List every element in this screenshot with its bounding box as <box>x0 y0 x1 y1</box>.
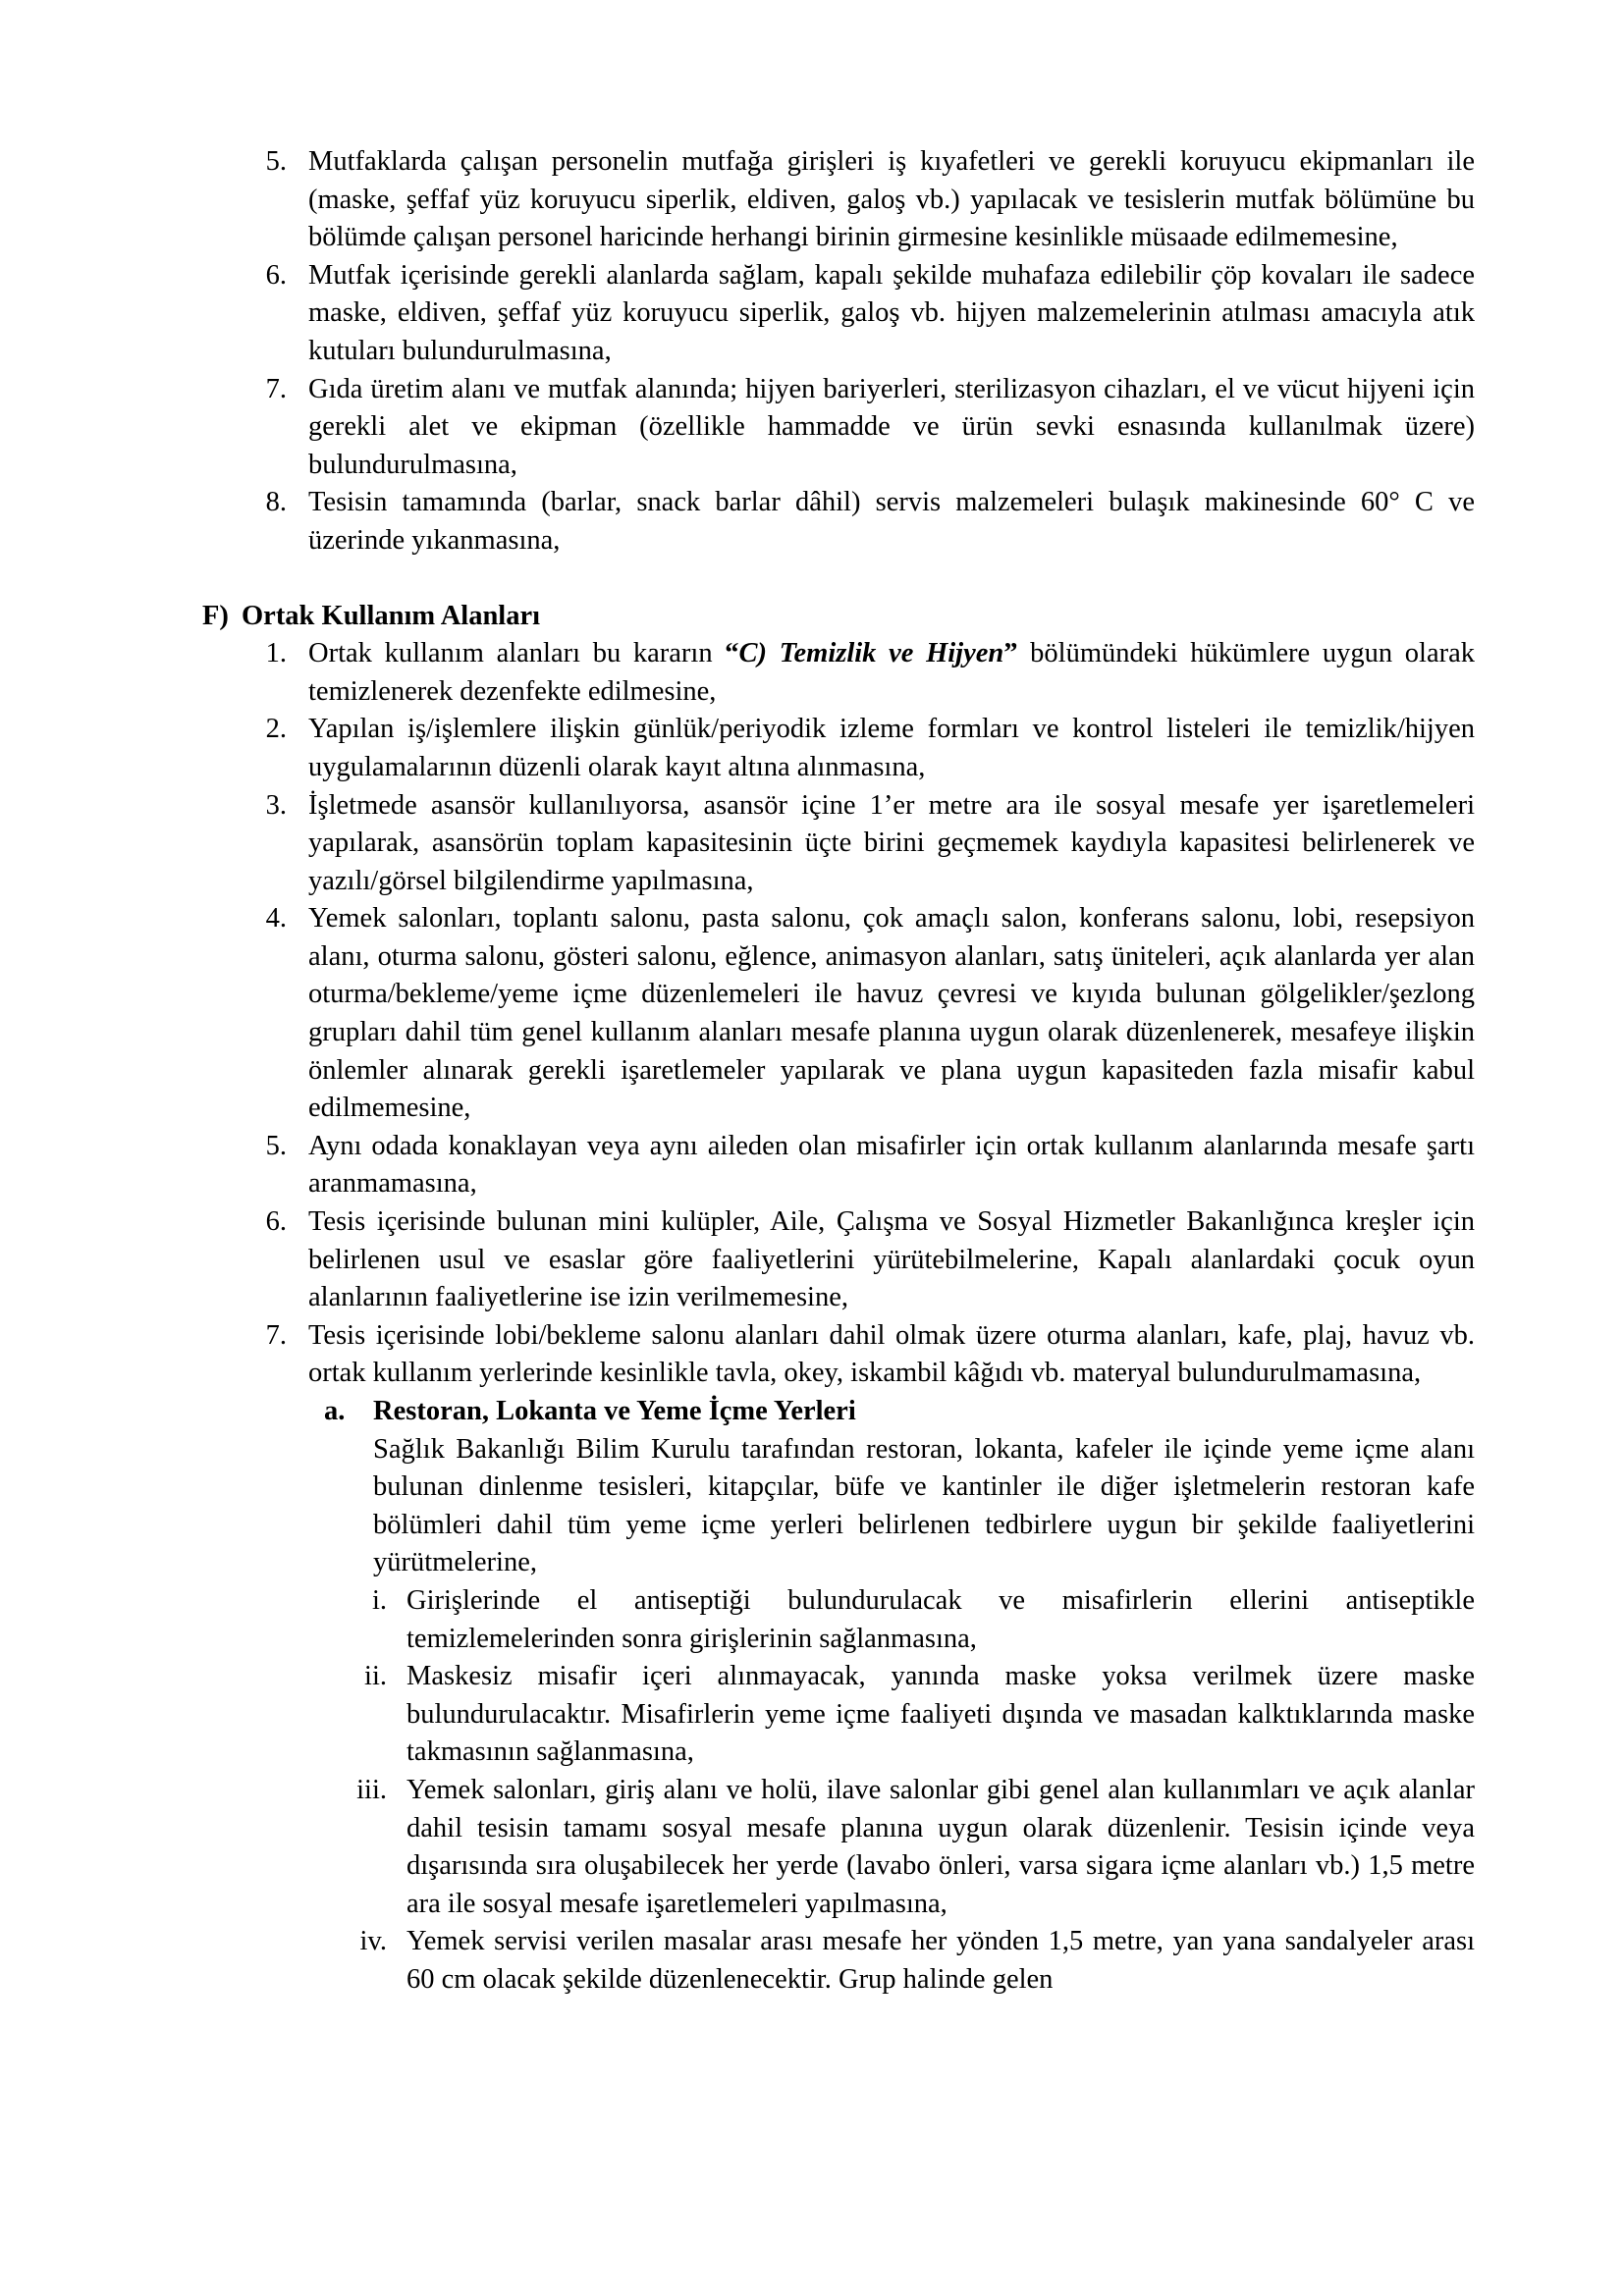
list-item-text: Aynı odada konaklayan veya aynı aileden olan misafirler için ortak kullanım alanlarında mesafe şartı aranmamasına, <box>308 1130 1475 1200</box>
list-item-number: 8. <box>265 487 287 518</box>
list-item <box>265 635 1475 711</box>
list-item-text-before: Ortak kullanım alanları bu kararın <box>308 638 726 669</box>
list-item-number: 7. <box>265 1319 287 1351</box>
roman-list-text: Girişlerinde el antiseptiği bulundurulacak ve misafirlerin ellerini antiseptikle temizlemelerinden sonra girişlerinin sağlanmasına, <box>406 1584 1475 1654</box>
roman-list-item <box>364 1658 1475 1772</box>
list-item <box>265 371 1475 485</box>
list-item-text: Tesis içerisinde lobi/bekleme salonu alanları dahil olmak üzere oturma alanları, kafe, plaj, havuz vb. ortak kullanım yerlerinde kesinlikle tavla, okey, iskambil kâğıdı vb. materyal bulundurulmamasına, <box>308 1319 1475 1389</box>
list-item <box>265 787 1475 901</box>
list-item-text: Yapılan iş/işlemlere ilişkin günlük/periyodik izleme formları ve kontrol listeleri ile temizlik/hijyen uygulamalarının düzenli olarak kayıt altına alınmasına, <box>308 714 1475 782</box>
roman-list-text: Yemek servisi verilen masalar arası mesafe her yönden 1,5 metre, yan yana sandalyeler arası 60 cm olacak şekilde düzenlenecektir. Grup halinde gelen <box>406 1926 1475 1995</box>
list-item <box>265 143 1475 257</box>
list-item-text: Tesis içerisinde bulunan mini kulüpler, Aile, Çalışma ve Sosyal Hizmetler Bakanlığınca kreşler için belirlenen usul ve esaslar göre faaliyetlerini yürütebilmelerine, Kapalı alanlardaki çocuk oyun alanlarının faaliyetlerine ise izin verilmemesine, <box>308 1206 1475 1313</box>
list-item-text: Yemek salonları, toplantı salonu, pasta salonu, çok amaçlı salon, konferans salonu, lobi, resepsiyon alanı, oturma salonu, gösteri salonu, eğlence, animasyon alanları, satış üniteleri, açık alanlarda yer alan oturma/bekleme/yeme içme düzenlemeleri ile havuz çevresi ve kıyıda bulunan gölgelikler/şezlong grupları dahil tüm genel kullanım alanları mesafe planına uygun olarak düzenlenerek, mesafeye ilişkin önlemler alınarak gerekli işaretlemeler yapılarak ve plana uygun kapasiteden fazla misafir kabul edilmemesine, <box>308 903 1475 1124</box>
list-item-number: 6. <box>265 1206 287 1238</box>
subsection-title: Restoran, Lokanta ve Yeme İçme Yerleri <box>373 1396 856 1426</box>
list-item <box>265 900 1475 1128</box>
roman-list-item <box>359 1923 1475 1999</box>
list-item <box>265 484 1475 560</box>
list-item-number: 5. <box>265 1130 287 1161</box>
quote-open: “ <box>725 638 739 669</box>
list-item-text: Mutfak içerisinde gerekli alanlarda sağlam, kapalı şekilde muhafaza edilebilir çöp kovaları ile sadece maske, eldiven, şeffaf yüz koruyucu siperlik, galoş vb. hijyen malzemelerinin atılması amacıyla atık kutuları bulundurulmasına, <box>308 259 1475 366</box>
list-item-text: Tesisin tamamında (barlar, snack barlar dâhil) servis malzemeleri bulaşık makinesinde 60° C ve üzerinde yıkanmasına, <box>308 487 1475 556</box>
list-item-text: İşletmede asansör kullanılıyorsa, asansör içine 1’er metre ara ile sosyal mesafe yer işaretlemeleri yapılarak, asansörün toplam kapasitesinin üçte birini geçmemek kaydıyla kapasitesi belirlenerek ve yazılı/görsel bilgilendirme yapılmasına, <box>308 789 1475 896</box>
subsection-intro: Sağlık Bakanlığı Bilim Kurulu tarafından restoran, lokanta, kafeler ile içinde yeme içme alanı bulunan dinlenme tesisleri, kitapçılar, büfe ve kantinler ile diğer işletmelerin restoran kafe bölümleri dahil tüm yeme içme yerleri belirlenen tedbirlere uygun bir şekilde faaliyetlerini yürütmelerine, <box>373 1433 1475 1578</box>
list-item-text-after: bölümündeki hükümlere uygun olarak temizlenerek dezenfekte edilmesine, <box>308 638 1475 707</box>
section-heading <box>202 598 1624 636</box>
list-item <box>265 1128 1475 1203</box>
roman-list-text: Yemek salonları, giriş alanı ve holü, ilave salonlar gibi genel alan kullanımları ve açık alanlar dahil tesisin tamamı sosyal mesafe planına uygun olarak düzenlenir. Tesisin içinde veya dışarısında sıra oluşabilecek her yerde (lavabo önleri, varsa sigara içme alanları vb.) 1,5 metre ara ile sosyal mesafe işaretlemeleri yapılmasına, <box>406 1774 1475 1919</box>
quote-italic: C) Temizlik ve Hijyen <box>738 638 1004 669</box>
list-item-number: 7. <box>265 373 287 404</box>
document-page <box>0 143 1624 2000</box>
list-item-number: 2. <box>265 714 287 745</box>
list-item-number: 4. <box>265 903 287 934</box>
subsection-heading <box>324 1393 1624 1431</box>
list-item-text: Gıda üretim alanı ve mutfak alanında; hijyen bariyerleri, sterilizasyon cihazları, el ve vücut hijyeni için gerekli alet ve ekipman (özellikle hammadde ve ürün sevki esnasında kullanılmak üzere) bulundurulmasına, <box>308 373 1475 480</box>
roman-list-text: Maskesiz misafir içeri alınmayacak, yanında maske yoksa verilmek üzere maske bulundurulacaktır. Misafirlerin yeme içme faaliyeti dışında ve masadan kalktıklarında maske takmasının sağlanmasına, <box>406 1661 1475 1768</box>
list-item-number: 3. <box>265 789 287 821</box>
quote-close: ” <box>1003 638 1018 669</box>
list-item-number: 6. <box>265 259 287 291</box>
list-item-text: Mutfaklarda çalışan personelin mutfağa girişleri iş kıyafetleri ve gerekli koruyucu ekipmanları ile (maske, şeffaf yüz koruyucu siperlik, eldiven, galoş vb.) yapılacak ve tesislerin mutfak bölümüne bu bölümde çalışan personel haricinde herhangi birinin girmesine kesinlikle müsaade edilmemesine, <box>308 146 1475 253</box>
roman-list-number: ii. <box>364 1661 387 1692</box>
list-item-number: 5. <box>265 146 287 177</box>
roman-list-number: iii. <box>356 1774 387 1805</box>
list-item <box>265 257 1475 371</box>
section-title: Ortak Kullanım Alanları <box>242 600 541 631</box>
list-item <box>265 1317 1475 1393</box>
section-reference <box>725 638 1017 668</box>
list-item-number: 1. <box>265 638 287 669</box>
subsection-letter: a. <box>324 1396 346 1426</box>
section-letter: F) <box>202 600 229 631</box>
list-item <box>265 1203 1475 1317</box>
roman-list-number: i. <box>371 1584 387 1616</box>
roman-list-item <box>356 1772 1475 1923</box>
roman-list-item <box>371 1582 1475 1658</box>
roman-list-number: iv. <box>359 1926 387 1957</box>
list-item <box>265 711 1475 786</box>
